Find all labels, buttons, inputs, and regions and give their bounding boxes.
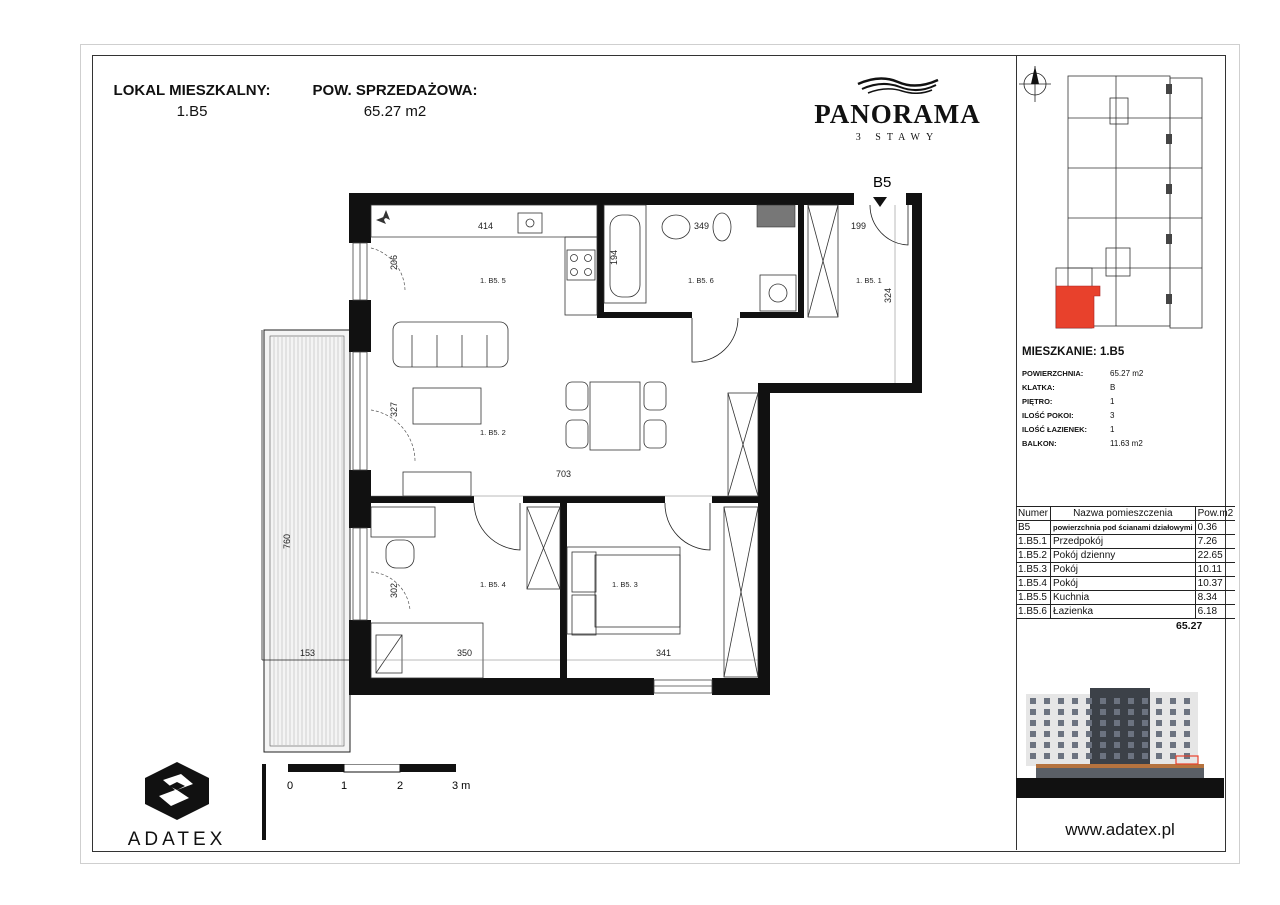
area-value: 65.27 m2 (363, 103, 427, 120)
dim-text: 302 (389, 582, 399, 598)
dim-text: 341 (656, 648, 672, 658)
scale-tick: 3 m (452, 780, 471, 792)
building-columns (1166, 84, 1172, 304)
entrance-label: B5 (873, 174, 892, 191)
dim-text: 760 (282, 533, 292, 549)
room3-furniture (567, 547, 680, 635)
info-row (1022, 422, 1143, 436)
building-window (1044, 753, 1050, 759)
dim-text: 194 (609, 249, 619, 265)
building-window (1128, 731, 1134, 737)
room-number: 1.B5.5 (1016, 591, 1051, 605)
building-window (1114, 731, 1120, 737)
building-window (1156, 698, 1162, 704)
dim-text: 414 (478, 221, 494, 231)
building-window (1030, 731, 1036, 737)
room-name: Przedpokój (1051, 535, 1196, 549)
building-window (1184, 731, 1190, 737)
room-label: 1. B5. 6 (688, 276, 714, 285)
building-window (1142, 753, 1148, 759)
table-row (1016, 535, 1235, 549)
room-number: 1.B5.6 (1016, 605, 1051, 619)
column-header: Nazwa pomieszczenia (1051, 507, 1196, 521)
building-window (1072, 753, 1078, 759)
info-value: 11.63 m2 (1110, 438, 1143, 448)
building-window (1142, 742, 1148, 748)
panorama-subtitle: 3 STAWY (855, 132, 940, 143)
building-window (1086, 731, 1092, 737)
building-window (1156, 731, 1162, 737)
room-number: 1.B5.1 (1016, 535, 1051, 549)
building-window (1044, 709, 1050, 715)
room-label: 1. B5. 3 (612, 580, 638, 589)
room-name: powierzchnia pod ścianami działowymi (1051, 521, 1196, 535)
building-window (1128, 709, 1134, 715)
table-row (1016, 577, 1235, 591)
info-row (1022, 408, 1143, 422)
unit-highlight (1056, 286, 1100, 328)
building-window (1184, 742, 1190, 748)
building-window (1156, 720, 1162, 726)
entrance-arrow-icon (873, 197, 887, 207)
adatex-wordmark: ADATEX (127, 829, 227, 850)
room-area: 10.11 (1195, 563, 1235, 577)
room-number: B5 (1016, 521, 1051, 535)
dim-text: 327 (389, 401, 399, 417)
building-window (1044, 731, 1050, 737)
unit-label: LOKAL MIESZKALNY: (113, 82, 271, 99)
room-label: 1. B5. 1 (856, 276, 882, 285)
column-header: Numer (1016, 507, 1051, 521)
info-title: MIESZKANIE: 1.B5 (1022, 346, 1125, 358)
building-window (1128, 720, 1134, 726)
rooms-total: 65.27 (1176, 620, 1203, 632)
building-window (1142, 709, 1148, 715)
room-area: 7.26 (1195, 535, 1235, 549)
panorama-logo (800, 72, 995, 143)
info-row (1022, 366, 1143, 380)
building-window (1128, 698, 1134, 704)
room-area: 8.34 (1195, 591, 1235, 605)
dim-text: 324 (883, 287, 893, 303)
boiler-unit (757, 205, 795, 227)
info-value: 1 (1110, 396, 1115, 406)
adatex-emblem-icon (137, 760, 217, 822)
table-header-row (1016, 507, 1235, 521)
info-value: B (1110, 382, 1116, 392)
building-window (1086, 720, 1092, 726)
building-window (1142, 731, 1148, 737)
room-name: Pokój (1051, 563, 1196, 577)
building-window (1086, 742, 1092, 748)
building-window (1072, 731, 1078, 737)
building-window (1128, 742, 1134, 748)
room-number: 1.B5.3 (1016, 563, 1051, 577)
door-swings (371, 248, 415, 610)
building-elevation (1016, 686, 1224, 798)
building-window (1114, 720, 1120, 726)
info-value: 1 (1110, 424, 1115, 434)
dim-text: 153 (300, 648, 316, 658)
unit-header (112, 82, 272, 120)
living-furniture (393, 322, 666, 496)
walls (349, 193, 922, 695)
room-label: 1. B5. 2 (480, 428, 506, 437)
windows (353, 243, 712, 693)
building-window (1030, 698, 1036, 704)
building-window (1170, 753, 1176, 759)
scale-tick: 1 (341, 780, 348, 792)
building-window (1072, 709, 1078, 715)
building-window (1170, 731, 1176, 737)
room-area: 0.36 (1195, 521, 1235, 535)
building-window (1100, 753, 1106, 759)
dim-text: 199 (851, 221, 867, 231)
building-window (1030, 742, 1036, 748)
column-header: Pow.m2 (1195, 507, 1235, 521)
info-label: ILOŚĆ POKOI: (1022, 410, 1074, 420)
building-window (1030, 753, 1036, 759)
dim-text: 349 (694, 221, 710, 231)
balcony (262, 330, 350, 752)
building-window (1156, 709, 1162, 715)
building-window (1100, 720, 1106, 726)
website-link[interactable]: www.adatex.pl (1065, 820, 1175, 839)
building-window (1044, 698, 1050, 704)
kitchen-corner-star (376, 210, 390, 224)
table-row (1016, 605, 1235, 619)
scale-bar (262, 764, 482, 844)
table-row (1016, 521, 1235, 535)
info-row (1022, 436, 1143, 450)
room-area: 10.37 (1195, 577, 1235, 591)
room-name: Pokój dzienny (1051, 549, 1196, 563)
room-name: Pokój (1051, 577, 1196, 591)
info-row (1022, 380, 1143, 394)
table-row (1016, 591, 1235, 605)
room-area: 22.65 (1195, 549, 1235, 563)
building-window (1072, 720, 1078, 726)
building-window (1170, 698, 1176, 704)
unit-value: 1.B5 (176, 103, 208, 120)
building-window (1142, 720, 1148, 726)
building-window (1114, 709, 1120, 715)
building-window (1058, 742, 1064, 748)
building-window (1072, 742, 1078, 748)
dim-text: 350 (457, 648, 473, 658)
building-window (1184, 720, 1190, 726)
building-window (1184, 698, 1190, 704)
building-window (1100, 731, 1106, 737)
dimension-lines (371, 205, 895, 660)
building-window (1058, 709, 1064, 715)
building-window (1156, 742, 1162, 748)
scale-tick: 0 (287, 780, 294, 792)
key-plan (1016, 58, 1224, 338)
info-label: PIĘTRO: (1022, 396, 1053, 406)
room-number: 1.B5.2 (1016, 549, 1051, 563)
building-window (1044, 742, 1050, 748)
building-window (1100, 709, 1106, 715)
room-number: 1.B5.4 (1016, 577, 1051, 591)
building-window (1142, 698, 1148, 704)
area-header (310, 82, 480, 120)
area-label: POW. SPRZEDAŻOWA: (312, 82, 478, 99)
dim-text: 703 (556, 469, 572, 479)
room-name: Łazienka (1051, 605, 1196, 619)
dim-text: 206 (389, 254, 399, 270)
waves-icon (800, 72, 995, 94)
floor-plan (258, 168, 938, 758)
north-arrow-icon (1031, 66, 1039, 84)
building-window (1030, 720, 1036, 726)
building-window (1170, 709, 1176, 715)
building-window (1100, 698, 1106, 704)
building-window (1170, 720, 1176, 726)
room-label: 1. B5. 4 (480, 580, 506, 589)
building-window (1086, 698, 1092, 704)
building-window (1086, 709, 1092, 715)
building-window (1058, 698, 1064, 704)
building-window (1044, 720, 1050, 726)
room-name: Kuchnia (1051, 591, 1196, 605)
info-value: 65.27 m2 (1110, 368, 1144, 378)
building-window (1114, 698, 1120, 704)
info-value: 3 (1110, 410, 1115, 420)
building-window (1086, 753, 1092, 759)
apartment-info (1022, 346, 1222, 450)
building-window (1184, 709, 1190, 715)
room-labels (480, 276, 882, 589)
building-window (1114, 753, 1120, 759)
building-window (1128, 753, 1134, 759)
info-label: POWIERZCHNIA: (1022, 368, 1084, 378)
building-window (1058, 720, 1064, 726)
building-window (1156, 753, 1162, 759)
info-table (1022, 366, 1143, 450)
building-window (1058, 753, 1064, 759)
building-window (1170, 742, 1176, 748)
rooms-table (1016, 506, 1235, 619)
info-label: BALKON: (1022, 438, 1057, 448)
room-label: 1. B5. 5 (480, 276, 506, 285)
building-window (1072, 698, 1078, 704)
info-label: KLATKA: (1022, 382, 1055, 392)
info-label: ILOŚĆ ŁAZIENEK: (1022, 424, 1087, 434)
table-row (1016, 563, 1235, 577)
panorama-wordmark: PANORAMA (814, 99, 981, 129)
building-window (1030, 709, 1036, 715)
building-window (1114, 742, 1120, 748)
table-row (1016, 549, 1235, 563)
info-row (1022, 394, 1143, 408)
scale-tick: 2 (397, 780, 404, 792)
room-area: 6.18 (1195, 605, 1235, 619)
building-window (1100, 742, 1106, 748)
adatex-logo (112, 760, 242, 851)
building-window (1058, 731, 1064, 737)
